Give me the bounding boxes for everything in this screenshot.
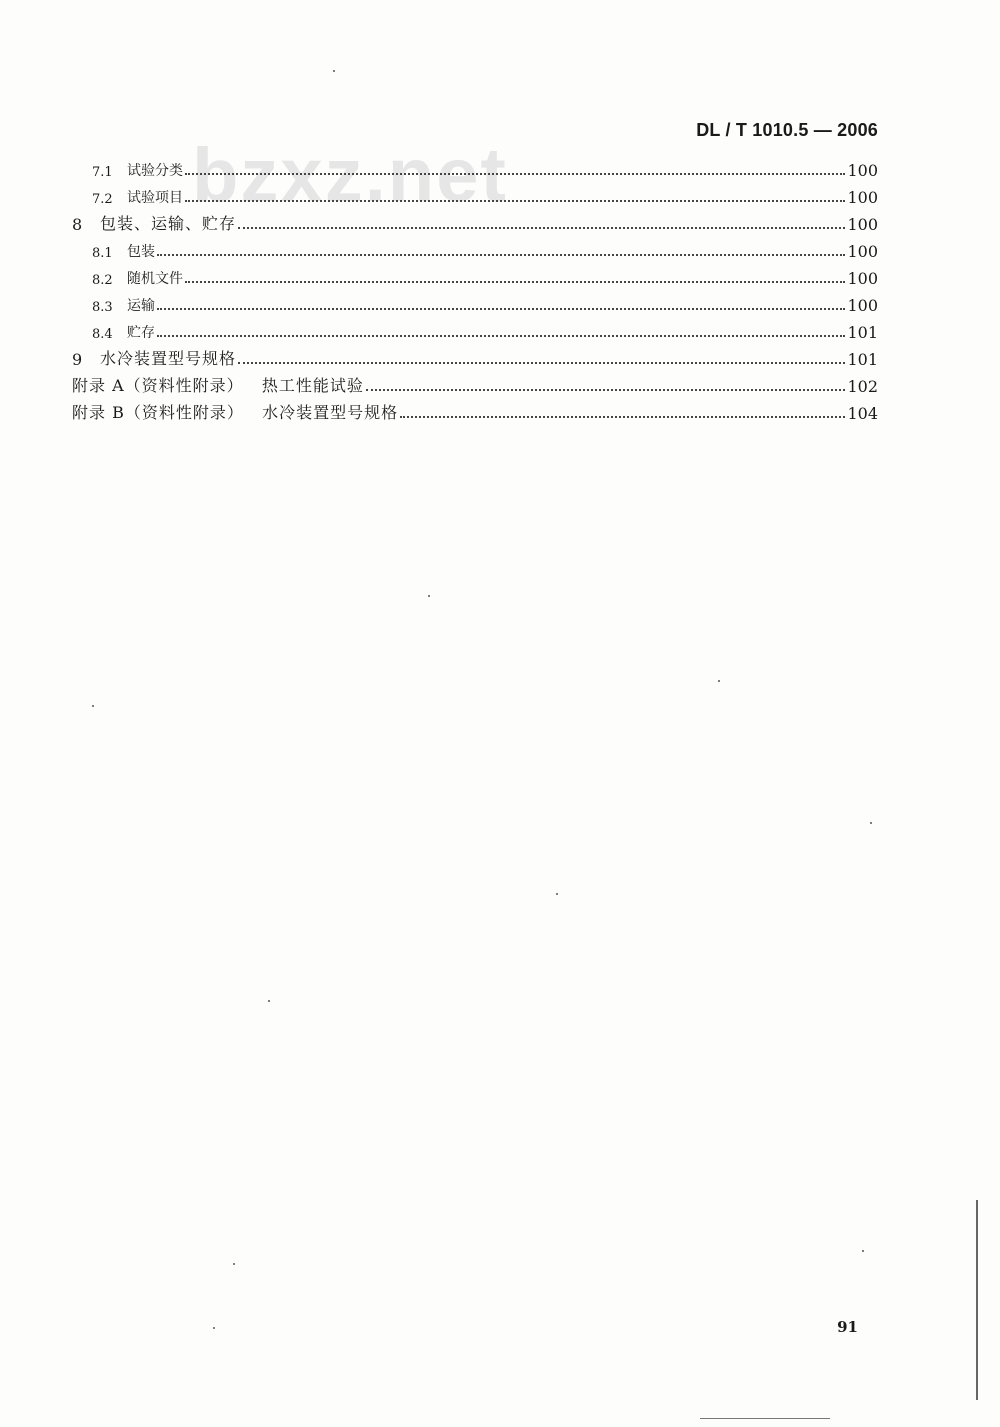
toc-number: 8 [72, 215, 83, 234]
page-number: 91 [837, 1318, 858, 1336]
toc-title: 附录 A（资料性附录） 热工性能试验 [72, 376, 364, 395]
scan-edge-line [976, 1200, 978, 1400]
toc-page: 101 [847, 323, 878, 342]
scan-speck [862, 1250, 864, 1252]
toc-title: 运输 [127, 298, 155, 314]
toc-title: 试验项目 [127, 190, 183, 206]
toc-page: 100 [847, 161, 878, 180]
toc-entry-appendix-a[interactable] [72, 374, 878, 396]
toc-title: 随机文件 [127, 271, 183, 287]
scan-speck [233, 1263, 235, 1265]
toc-entry-8-2[interactable] [92, 266, 878, 288]
toc-page: 102 [847, 377, 878, 396]
toc-number: 7.1 [92, 165, 113, 180]
watermark: bzxz.net [192, 133, 508, 218]
dot-leader [400, 416, 845, 418]
dot-leader [366, 389, 846, 391]
toc-title: 试验分类 [127, 163, 183, 179]
toc-page: 100 [847, 269, 878, 288]
toc-entry-7-1[interactable] [92, 158, 878, 180]
toc-entry-8-3[interactable] [92, 293, 878, 315]
toc-number: 8.1 [92, 246, 113, 261]
dot-leader [157, 335, 845, 337]
toc-page: 100 [847, 296, 878, 315]
toc-entry-8[interactable] [72, 212, 878, 234]
toc-page: 101 [847, 350, 878, 369]
toc-entry-8-4[interactable] [92, 320, 878, 342]
dot-leader [185, 173, 845, 175]
dot-leader [185, 200, 845, 202]
toc-number: 9 [72, 350, 83, 369]
dot-leader [157, 254, 845, 256]
scan-speck [428, 595, 430, 597]
toc-entry-appendix-b[interactable] [72, 401, 878, 423]
toc-entry-7-2[interactable] [92, 185, 878, 207]
scan-speck [213, 1327, 215, 1329]
scan-speck [556, 893, 558, 895]
toc-title: 贮存 [127, 325, 155, 341]
standard-code: DL / T 1010.5 — 2006 [696, 120, 878, 140]
toc-number: 8.3 [92, 300, 113, 315]
toc-number: 8.2 [92, 273, 113, 288]
scan-bottom-line [700, 1418, 830, 1419]
scan-speck [333, 70, 335, 72]
toc-title: 附录 B（资料性附录） 水冷装置型号规格 [72, 403, 399, 422]
toc-page: 100 [847, 242, 878, 261]
toc-title: 包装 [127, 244, 155, 260]
toc-entry-8-1[interactable] [92, 239, 878, 261]
toc-title: 包装、运输、贮存 [100, 214, 237, 233]
dot-leader [238, 227, 845, 229]
dot-leader [238, 362, 845, 364]
toc-page: 104 [847, 404, 878, 423]
scan-speck [268, 1000, 270, 1002]
scan-speck [870, 822, 872, 824]
toc-entry-9[interactable] [72, 347, 878, 369]
dot-leader [185, 281, 845, 283]
toc-page: 100 [847, 188, 878, 207]
scan-speck [718, 680, 720, 682]
scan-speck [92, 705, 94, 707]
toc-page: 100 [847, 215, 878, 234]
toc-number: 7.2 [92, 192, 113, 207]
toc-number: 8.4 [92, 327, 113, 342]
toc-title: 水冷装置型号规格 [100, 349, 237, 368]
dot-leader [157, 308, 845, 310]
